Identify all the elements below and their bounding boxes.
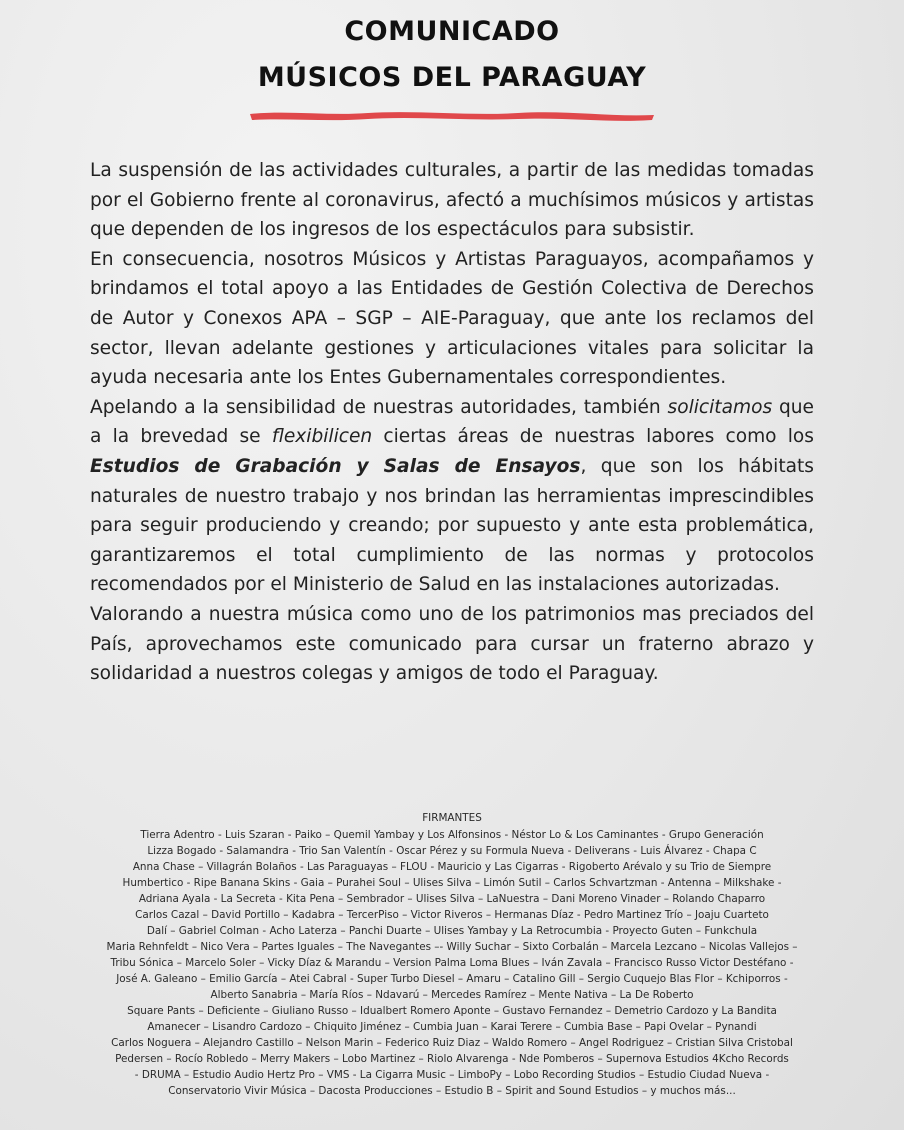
signatory-line: Maria Rehnfeldt – Nico Vera – Partes Iguales – The Navegantes –- Willy Suchar – Sixto Corbalán – Marcela Lezcano – Nicolas Vallejos – xyxy=(106,941,798,953)
communique-body xyxy=(90,156,814,689)
signatory-line: Carlos Cazal – David Portillo – Kadabra – TercerPiso – Victor Riveros – Hermanas Díaz - Pedro Martinez Trío – Joaju Cuarteto xyxy=(135,909,769,921)
p3-text-g: , que son los hábitats naturales de nuestro trabajo y nos brindan las herramientas imprescindibles para seguir produciendo y creando; por supuesto y ante esta problemática, garantizaremos el total cumplimiento de las normas y protocolos recomendados por el Ministerio de Salud en las instalaciones autorizadas. xyxy=(90,455,814,596)
p3-emphasis-estudios: Estudios de Grabación y Salas de Ensayos xyxy=(90,455,581,477)
p3-text-e: ciertas áreas de nuestras labores como los xyxy=(372,426,814,448)
p3-emphasis-solicitamos: solicitamos xyxy=(667,396,773,418)
signatory-line: Alberto Sanabria – María Ríos – Ndavarú – Mercedes Ramírez – Mente Nativa – La De Roberto xyxy=(210,989,694,1001)
paragraph-3 xyxy=(90,393,814,600)
paragraph-1: La suspensión de las actividades culturales, a partir de las medidas tomadas por el Gobierno frente al coronavirus, afectó a muchísimos músicos y artistas que dependen de los ingresos de los espectáculos para subsistir. xyxy=(90,160,814,241)
signatory-line: Lizza Bogado - Salamandra - Trio San Valentín - Oscar Pérez y su Formula Nueva - Deliverans - Luis Álvarez - Chapa C xyxy=(147,845,757,857)
signatory-line: Humbertico - Ripe Banana Skins - Gaia – Purahei Soul – Ulises Silva – Limón Sutil – Carlos Schvartzman - Antenna – Milkshake - xyxy=(122,877,782,889)
signatories-section xyxy=(60,810,844,1099)
paragraph-2: En consecuencia, nosotros Músicos y Artistas Paraguayos, acompañamos y brindamos el total apoyo a las Entidades de Gestión Colectiva de Derechos de Autor y Conexos APA – SGP – AIE-Paraguay, que ante los reclamos del sector, llevan adelante gestiones y articulaciones vitales para solicitar la ayuda necesaria ante los Entes Gubernamentales correspondientes. xyxy=(90,248,814,389)
paragraph-4: Valorando a nuestra música como uno de los patrimonios mas preciados del País, aprovechamos este comunicado para cursar un fraterno abrazo y solidaridad a nuestros colegas y amigos de todo el Paraguay. xyxy=(90,603,814,685)
page-title-line-2: MÚSICOS DEL PARAGUAY xyxy=(257,62,647,93)
signatory-line: Tierra Adentro - Luis Szaran - Paiko – Quemil Yambay y Los Alfonsinos - Néstor Lo & Los Caminantes - Grupo Generación xyxy=(140,829,764,841)
signatory-line: Amanecer – Lisandro Cardozo – Chiquito Jiménez – Cumbia Juan – Karai Terere – Cumbia Base – Papi Ovelar – Pynandi xyxy=(147,1021,757,1033)
signatory-line: Dalí – Gabriel Colman - Acho Laterza – Panchi Duarte – Ulises Yambay y La Retrocumbia - Proyecto Guten – Funkchula xyxy=(146,925,758,937)
p3-text-a: Apelando a la sensibilidad de nuestras autoridades, también xyxy=(90,396,668,418)
signatories-list xyxy=(60,827,844,1099)
signatory-line: - DRUMA – Estudio Audio Hertz Pro – VMS - La Cigarra Music – LimboPy – Lobo Recording Studios – Estudio Ciudad Nueva - xyxy=(134,1069,770,1081)
signatory-line: Conservatorio Vivir Música – Dacosta Producciones – Estudio B – Spirit and Sound Estudios – y muchos más... xyxy=(168,1085,736,1097)
signatory-line: Pedersen – Rocío Robledo – Merry Makers – Lobo Martinez – Riolo Alvarenga - Nde Pomberos – Supernova Estudios 4Kcho Records xyxy=(115,1053,789,1065)
signatory-line: José A. Galeano – Emilio García – Atei Cabral - Super Turbo Diesel – Amaru – Catalino Gill – Sergio Cuquejo Blas Flor – Kchiporros - xyxy=(116,973,788,985)
p3-emphasis-flexibilicen: flexibilicen xyxy=(271,426,373,448)
p3-text-c: que a la brevedad se xyxy=(90,396,814,448)
signatory-line: Adriana Ayala - La Secreta - Kita Pena – Sembrador – Ulises Silva – LaNuestra – Dani Moreno Vinader – Rolando Chaparro xyxy=(138,893,766,905)
signatory-line: Tribu Sónica – Marcelo Soler – Vicky Díaz & Marandu – Version Palma Loma Blues – Iván Zavala – Francisco Russo Victor Destéfano - xyxy=(110,957,794,969)
signatory-line: Anna Chase – Villagrán Bolaños - Las Paraguayas – FLOU - Mauricio y Las Cigarras - Rigoberto Arévalo y su Trio de Siempre xyxy=(132,861,772,873)
signatory-line: Carlos Noguera – Alejandro Castillo – Nelson Marin – Federico Ruiz Diaz – Waldo Romero – Angel Rodriguez – Cristian Silva Cristobal xyxy=(111,1037,793,1049)
signatory-line: Square Pants – Deficiente – Giuliano Russo – Idualbert Romero Aponte – Gustavo Fernandez – Demetrio Cardozo y La Bandita xyxy=(127,1005,777,1017)
brush-underline xyxy=(248,104,656,126)
signatories-title: FIRMANTES xyxy=(422,812,482,824)
page-title-line-1: COMUNICADO xyxy=(344,16,560,47)
